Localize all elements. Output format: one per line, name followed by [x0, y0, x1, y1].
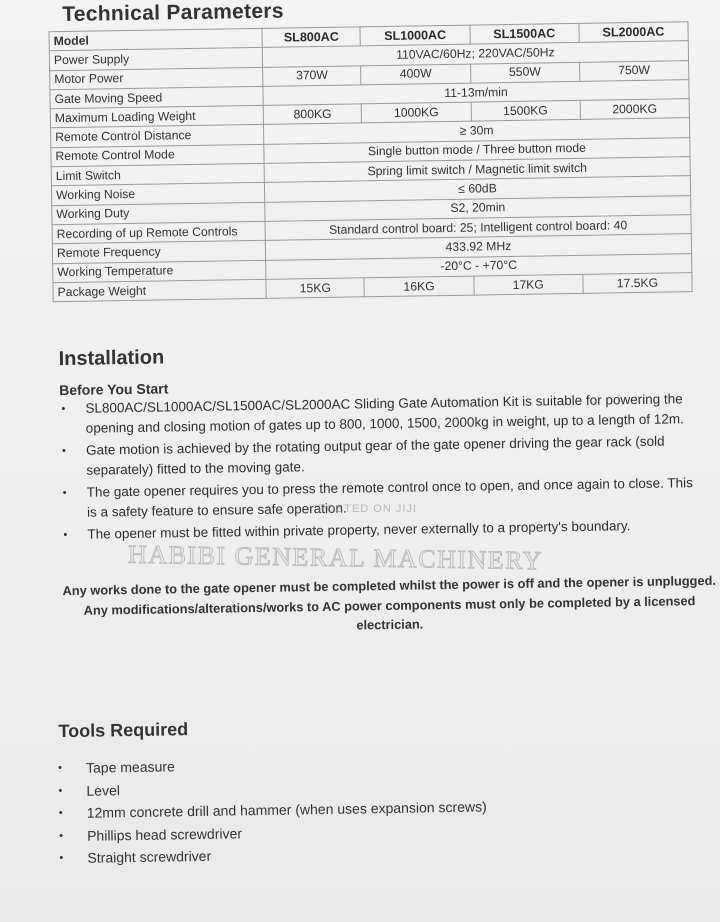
bullet-icon: • [61, 445, 67, 458]
tool-text: Phillips head screwdriver [87, 824, 243, 844]
parameter-label: Power Supply [49, 48, 262, 71]
parameter-value: 750W [579, 60, 689, 81]
model-header-sl800ac: SL800AC [262, 27, 361, 48]
bullet-icon: • [59, 829, 64, 842]
parameter-value: 800KG [263, 104, 362, 125]
parameter-value: 2000KG [580, 99, 690, 120]
parameter-value: 11-13m/min [263, 80, 689, 106]
parameter-value: 1500KG [471, 101, 580, 122]
bullet-text: SL800AC/SL1000AC/SL1500AC/SL2000AC Sliding Gate Automation Kit is suitable for powering the opening and closing motion of gates up to 800, 1000, 1500, 2000kg in weight, up to a length of 12m. [85, 391, 684, 436]
parameter-label: Gate Moving Speed [50, 86, 263, 109]
bullet-text: The opener must be fitted within private property, never externally to a property's boundary. [87, 518, 631, 542]
parameter-value: 17KG [474, 274, 583, 295]
parameter-label: Remote Frequency [52, 241, 265, 264]
model-header-label: Model [49, 28, 262, 51]
bullet-icon: • [58, 807, 63, 820]
parameter-label: Recording of up Remote Controls [52, 221, 265, 244]
bullet-icon: • [58, 784, 63, 797]
technical-parameters-table [48, 21, 692, 302]
parameter-label: Package Weight [53, 279, 266, 302]
parameter-value: 550W [470, 62, 579, 83]
bullet-icon: • [63, 529, 68, 542]
parameter-label: Motor Power [50, 67, 263, 90]
before-you-start-heading: Before You Start [59, 380, 169, 399]
parameter-value: Standard control board: 25; Intelligent control board: 40 [265, 215, 691, 241]
posted-watermark: POSTED ON JIJI [318, 503, 417, 515]
tool-text: Straight screwdriver [87, 847, 212, 866]
parameter-value: ≥ 30m [263, 118, 689, 144]
parameter-value: 16KG [364, 276, 473, 297]
parameter-value: 15KG [266, 278, 365, 299]
parameter-label: Working Duty [52, 202, 265, 225]
parameter-value: Single button mode / Three button mode [264, 137, 690, 163]
bullet-icon: • [62, 487, 67, 500]
parameter-label: Remote Control Distance [51, 125, 264, 148]
seller-watermark: HABIBI GENERAL MACHINERY [127, 539, 544, 576]
parameter-value: 17.5KG [583, 273, 693, 294]
safety-warning: Any works done to the gate opener must be completed whilst the power is off and the opener is unplugged. Any modifications/alterations/works to AC power components must only be completed by a licensed electrician. [62, 572, 717, 633]
parameter-value: ≤ 60dB [264, 176, 690, 202]
tool-text: Level [86, 781, 121, 799]
installation-title: Installation [58, 346, 165, 371]
parameter-label: Remote Control Mode [51, 144, 264, 167]
tools-required-title: Tools Required [58, 719, 189, 742]
parameter-value: 370W [263, 65, 362, 86]
tool-text: 12mm concrete drill and hammer (when uses expansion screws) [86, 798, 487, 821]
model-header-sl1000ac: SL1000AC [360, 25, 469, 46]
bullet-text: Gate motion is achieved by the rotating output gear of the gate opener driving the gear rack (sold separately) fitted to the moving gate. [85, 433, 665, 478]
technical-parameters-title: Technical Parameters [62, 0, 284, 27]
bullet-text: The gate opener requires you to press the remote control once to open, and once again to close. This is a safety feature to ensure safe operation. [86, 475, 693, 520]
parameter-value: -20°C - +70°C [266, 253, 692, 279]
parameter-value: 110VAC/60Hz; 220VAC/50Hz [262, 41, 688, 67]
tool-text: Tape measure [85, 758, 175, 776]
model-header-sl1500ac: SL1500AC [470, 23, 579, 44]
parameter-value: 1000KG [362, 102, 471, 123]
parameter-label: Working Temperature [53, 260, 266, 283]
parameters-body [49, 41, 692, 302]
parameter-label: Maximum Loading Weight [50, 106, 263, 129]
bullet-icon: • [61, 403, 66, 416]
bullet-icon: • [59, 852, 64, 865]
parameter-value: Spring limit switch / Magnetic limit switch [264, 157, 690, 183]
tools-list [56, 748, 618, 869]
bullet-icon: • [57, 762, 63, 775]
parameter-value: S2, 20min [265, 195, 691, 221]
parameter-label: Working Noise [51, 183, 264, 206]
parameter-value: 433.92 MHz [265, 234, 691, 260]
parameter-value: 400W [361, 64, 470, 85]
parameter-label: Limit Switch [51, 163, 264, 186]
before-you-start-list [58, 389, 700, 547]
model-header-sl2000ac: SL2000AC [579, 22, 689, 43]
